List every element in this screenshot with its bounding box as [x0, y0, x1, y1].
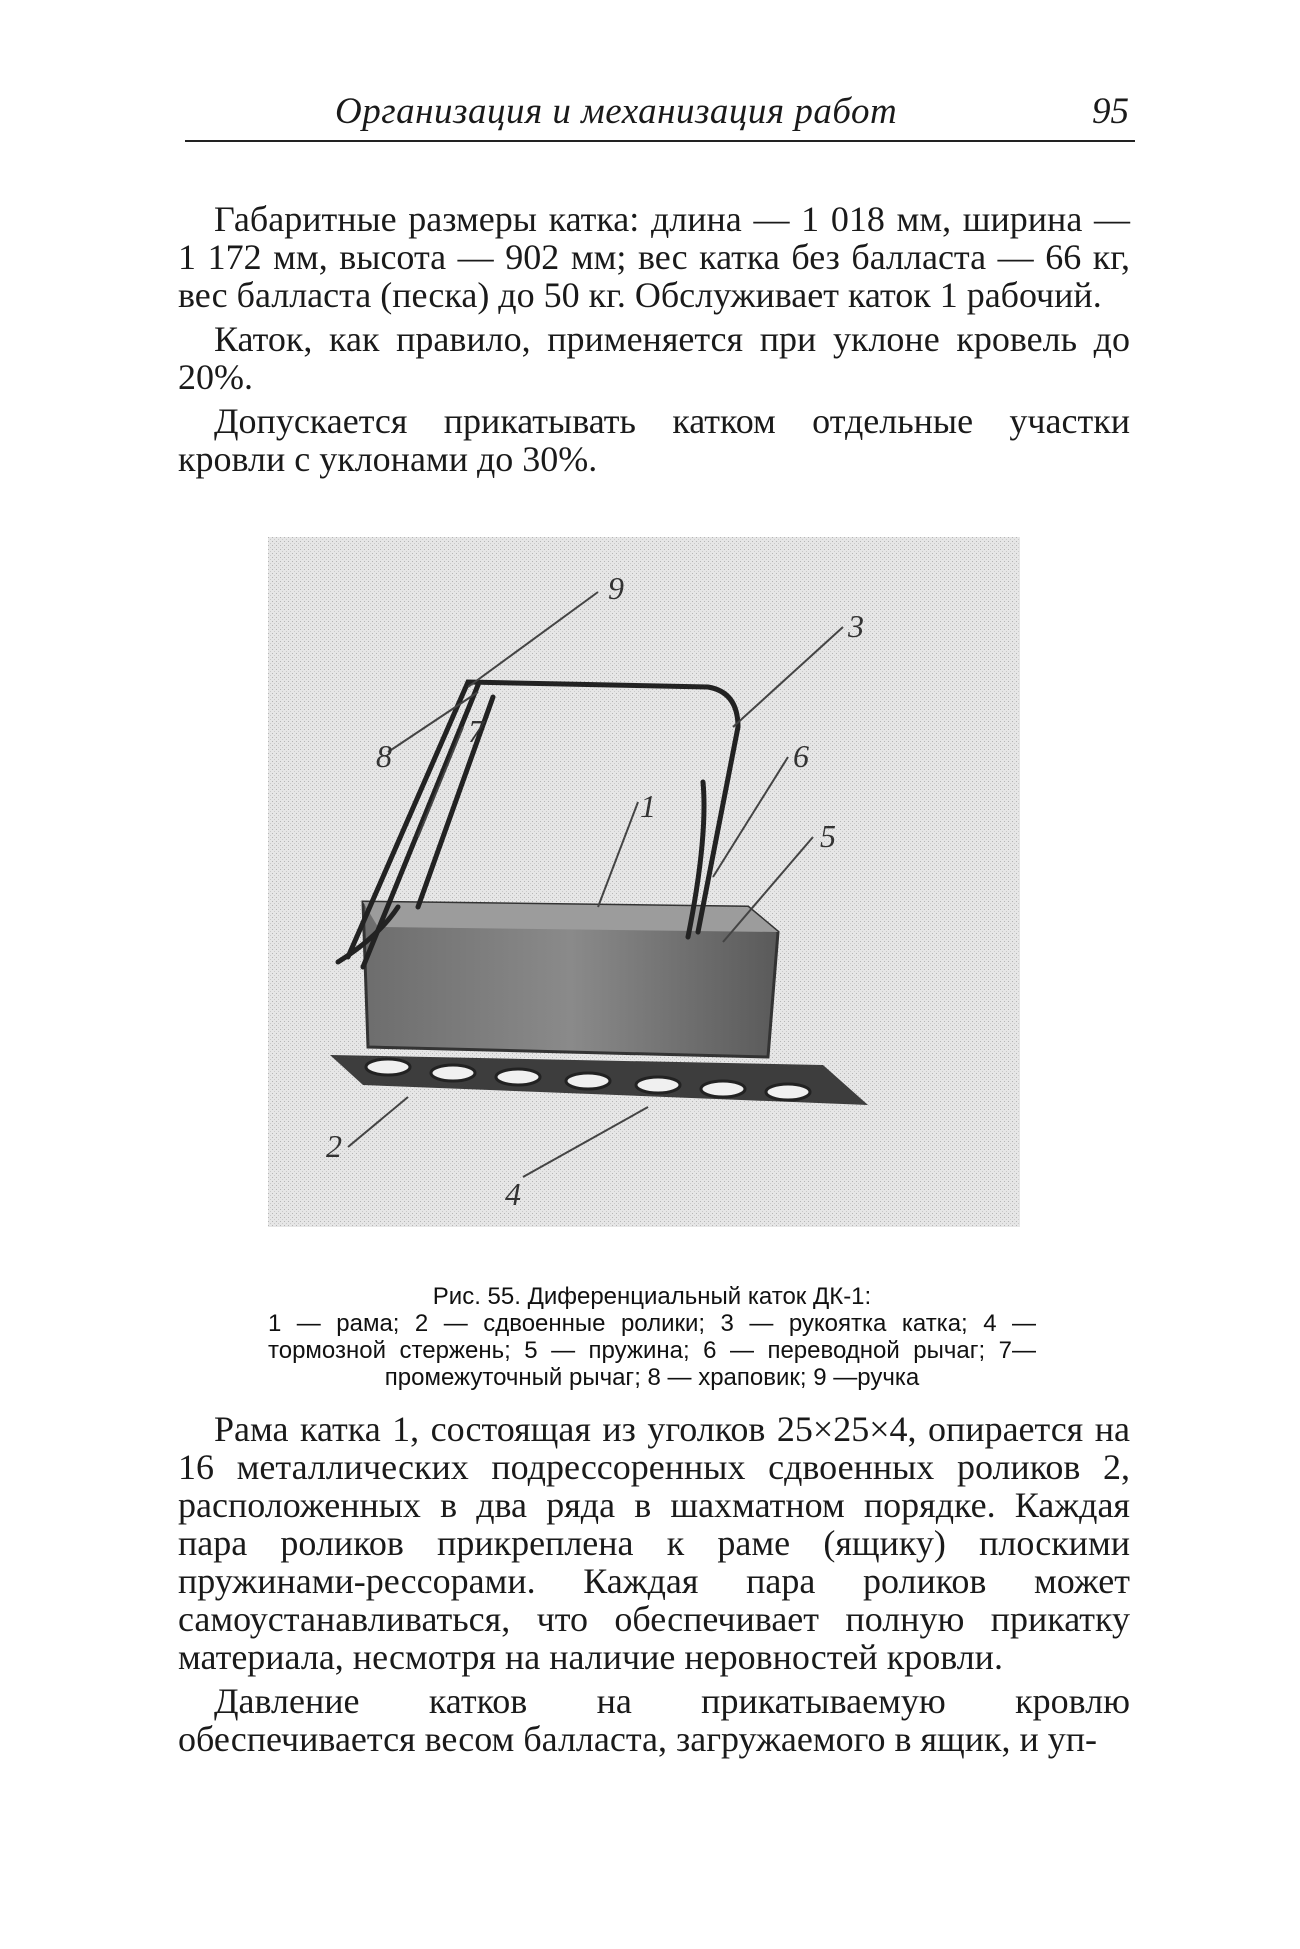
callout-4: 4 — [505, 1176, 521, 1212]
running-title: Организация и механизация работ — [335, 91, 898, 132]
callout-2: 2 — [326, 1128, 342, 1164]
callout-3: 3 — [848, 608, 864, 644]
callout-8: 8 — [376, 738, 392, 774]
paragraph: Габаритные размеры катка: длина — 1 018 мм, ширина — 1 172 мм, высота — 902 мм; вес катка без балласта — 66 кг, вес балласта (песка) до 50 кг. Обслуживает каток 1 рабочий. — [178, 199, 1130, 315]
callout-5: 5 — [820, 818, 836, 854]
paragraph: Допускается прикатывать катком отдельные участки кровли с уклонами до 30%. — [178, 401, 1130, 479]
paragraph: Рама катка 1, состоящая из уголков 25×25×4, опирается на 16 металлических подрессоренных сдвоенных роликов 2, расположенных в два ряда в шахматном порядке. Каждая пара роликов прикреплена к раме (ящику) плоскими пружинами-рессорами. Каждая пара роликов может самоустанавливаться, что обеспечивает полную прикатку материала, несмотря на наличие неровностей кровли. — [178, 1409, 1130, 1677]
caption-title: Рис. 55. Диференциальный каток ДК-1: — [432, 1283, 872, 1310]
page-number: 95 — [1092, 91, 1129, 132]
paragraph: Каток, как правило, применяется при уклоне кровель до 20%. — [178, 319, 1130, 397]
figure-caption — [268, 1283, 1036, 1391]
paragraph: Давление катков на прикатываемую кровлю обеспечивается весом балласта, загружаемого в ящик, и уп- — [178, 1681, 1130, 1759]
callout-9: 9 — [608, 570, 624, 606]
callout-1: 1 — [640, 788, 656, 824]
text-block-bottom — [178, 1410, 1130, 1764]
caption-legend: 1 — рама; 2 — сдвоенные ролики; 3 — рукоятка катка; 4 — тормозной стержень; 5 — пружина; 6 — переводной рычаг; 7—промежуточный рычаг; 8 — храповик; 9 —ручка — [268, 1310, 1036, 1391]
page-header — [185, 88, 1135, 142]
text-block-top — [178, 200, 1130, 484]
callout-6: 6 — [793, 738, 809, 774]
callout-7: 7 — [468, 713, 484, 749]
roller-photo-figure — [268, 537, 1020, 1227]
